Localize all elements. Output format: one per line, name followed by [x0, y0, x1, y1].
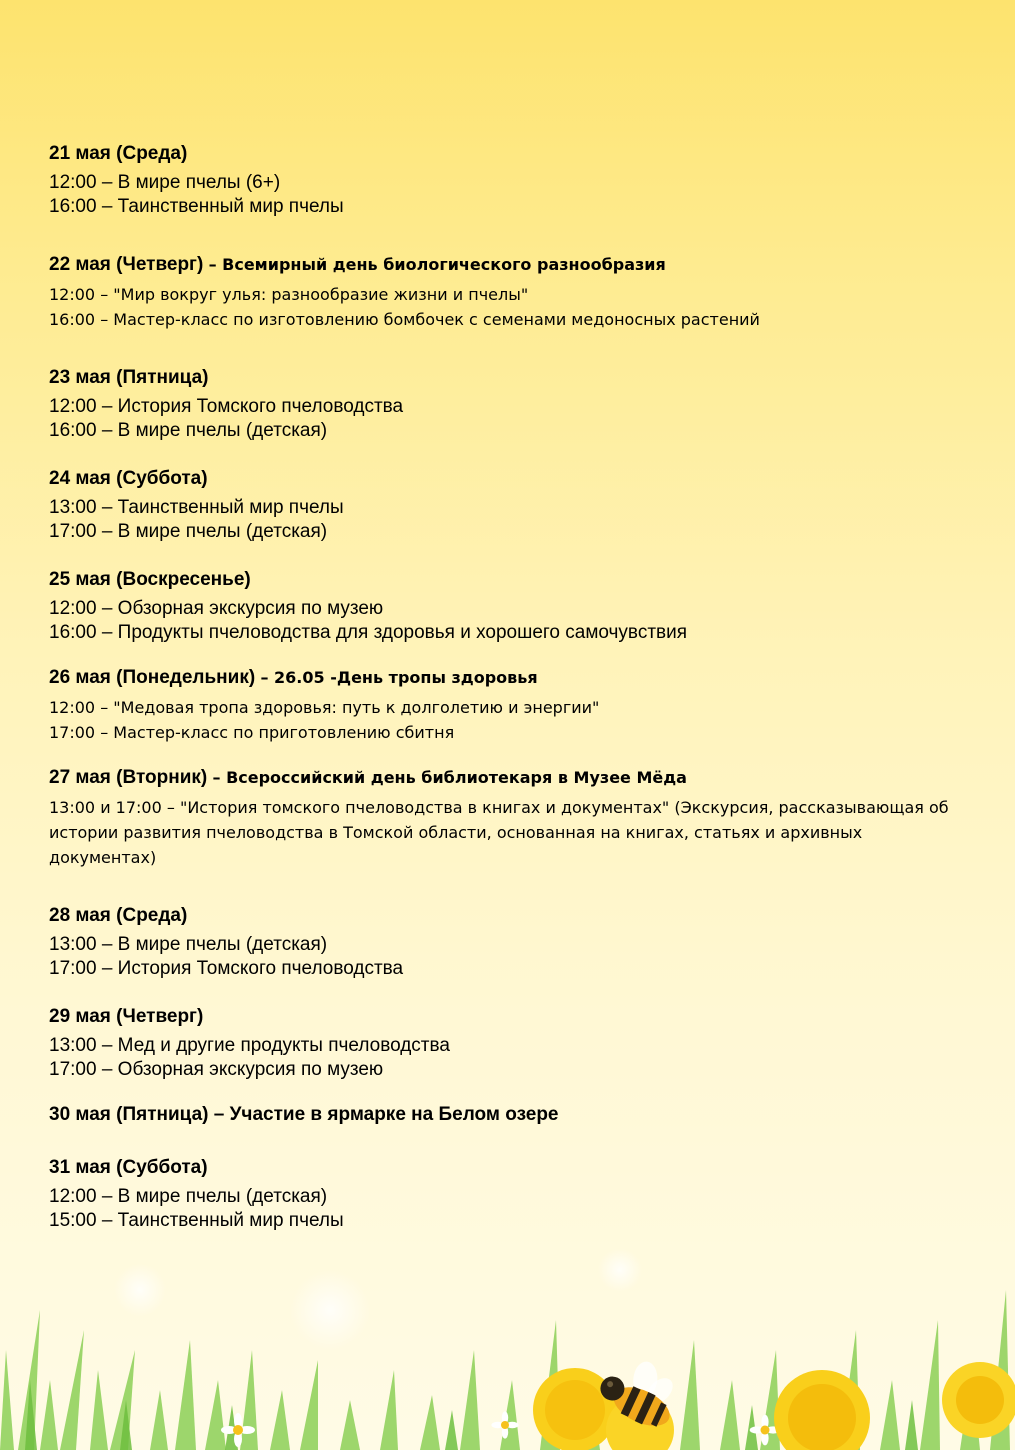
day-date: 24 мая (Суббота) [49, 468, 208, 489]
day-heading [49, 1156, 969, 1180]
day-date: 26 мая (Понедельник) [49, 667, 261, 688]
day-date: 21 мая (Среда) [49, 143, 188, 164]
day-31 [49, 1156, 969, 1233]
event-line: 13:00 – Мед и другие продукты пчеловодства [49, 1035, 450, 1056]
day-date: 23 мая (Пятница) [49, 367, 209, 388]
day-date: 31 мая (Суббота) [49, 1157, 208, 1178]
day-heading [49, 904, 969, 928]
day-28 [49, 904, 969, 981]
day-date: 29 мая (Четверг) [49, 1006, 204, 1027]
day-21 [49, 142, 969, 219]
event-line: 17:00 – Обзорная экскурсия по музею [49, 1059, 384, 1080]
event-line: 16:00 – Таинственный мир пчелы [49, 196, 344, 217]
day-date: 28 мая (Среда) [49, 905, 188, 926]
day-subtitle: – Всемирный день биологического разнообразия [208, 255, 666, 274]
event-line: 17:00 – История Томского пчеловодства [49, 958, 404, 979]
day-subtitle: – Всероссийский день библиотекаря в Музее Мёда [212, 768, 687, 787]
day-30 [49, 1103, 969, 1127]
day-23 [49, 366, 969, 443]
day-date: 30 мая (Пятница) – Участие в ярмарке на Белом озере [49, 1104, 559, 1125]
day-24 [49, 467, 969, 544]
event-line: 16:00 – Продукты пчеловодства для здоровья и хорошего самочувствия [49, 622, 688, 643]
event-line: 12:00 – В мире пчелы (детская) [49, 1186, 328, 1207]
day-date: 22 мая (Четверг) [49, 254, 209, 275]
event-line: 13:00 – В мире пчелы (детская) [49, 934, 328, 955]
day-date: 27 мая (Вторник) [49, 767, 213, 788]
day-heading [49, 366, 969, 390]
event-line: 15:00 – Таинственный мир пчелы [49, 1210, 344, 1231]
day-heading [49, 1103, 969, 1127]
day-subtitle: – 26.05 -День тропы здоровья [260, 668, 538, 687]
event-line: 16:00 – Мастер-класс по изготовлению бомбочек с семенами медоносных растений [49, 310, 760, 329]
day-heading [49, 568, 969, 592]
event-line: 12:00 – "Медовая тропа здоровья: путь к долголетию и энергии" [49, 698, 600, 717]
day-heading [49, 766, 969, 790]
day-26 [49, 666, 969, 745]
event-line: 17:00 – Мастер-класс по приготовлению сбитня [49, 723, 455, 742]
day-date: 25 мая (Воскресенье) [49, 569, 251, 590]
day-heading [49, 467, 969, 491]
event-line: 12:00 – "Мир вокруг улья: разнообразие жизни и пчелы" [49, 285, 529, 304]
day-25 [49, 568, 969, 645]
event-line: 17:00 – В мире пчелы (детская) [49, 521, 328, 542]
day-22 [49, 253, 969, 332]
event-description: 13:00 и 17:00 – "История томского пчеловодства в книгах и документах" (Экскурсия, рассказывающая об истории развития пчеловодства в Томской области, основанная на книгах, статьях и архивных документах) [49, 798, 949, 867]
event-line: 13:00 – Таинственный мир пчелы [49, 497, 344, 518]
day-heading [49, 142, 969, 166]
event-line: 16:00 – В мире пчелы (детская) [49, 420, 328, 441]
event-line: 12:00 – История Томского пчеловодства [49, 396, 404, 417]
day-heading [49, 666, 969, 690]
event-line: 12:00 – Обзорная экскурсия по музею [49, 598, 384, 619]
day-heading [49, 253, 969, 277]
event-line: 12:00 – В мире пчелы (6+) [49, 172, 281, 193]
day-27 [49, 766, 969, 870]
meadow-illustration [0, 1230, 1015, 1450]
schedule [49, 142, 969, 1233]
day-29 [49, 1005, 969, 1082]
day-heading [49, 1005, 969, 1029]
